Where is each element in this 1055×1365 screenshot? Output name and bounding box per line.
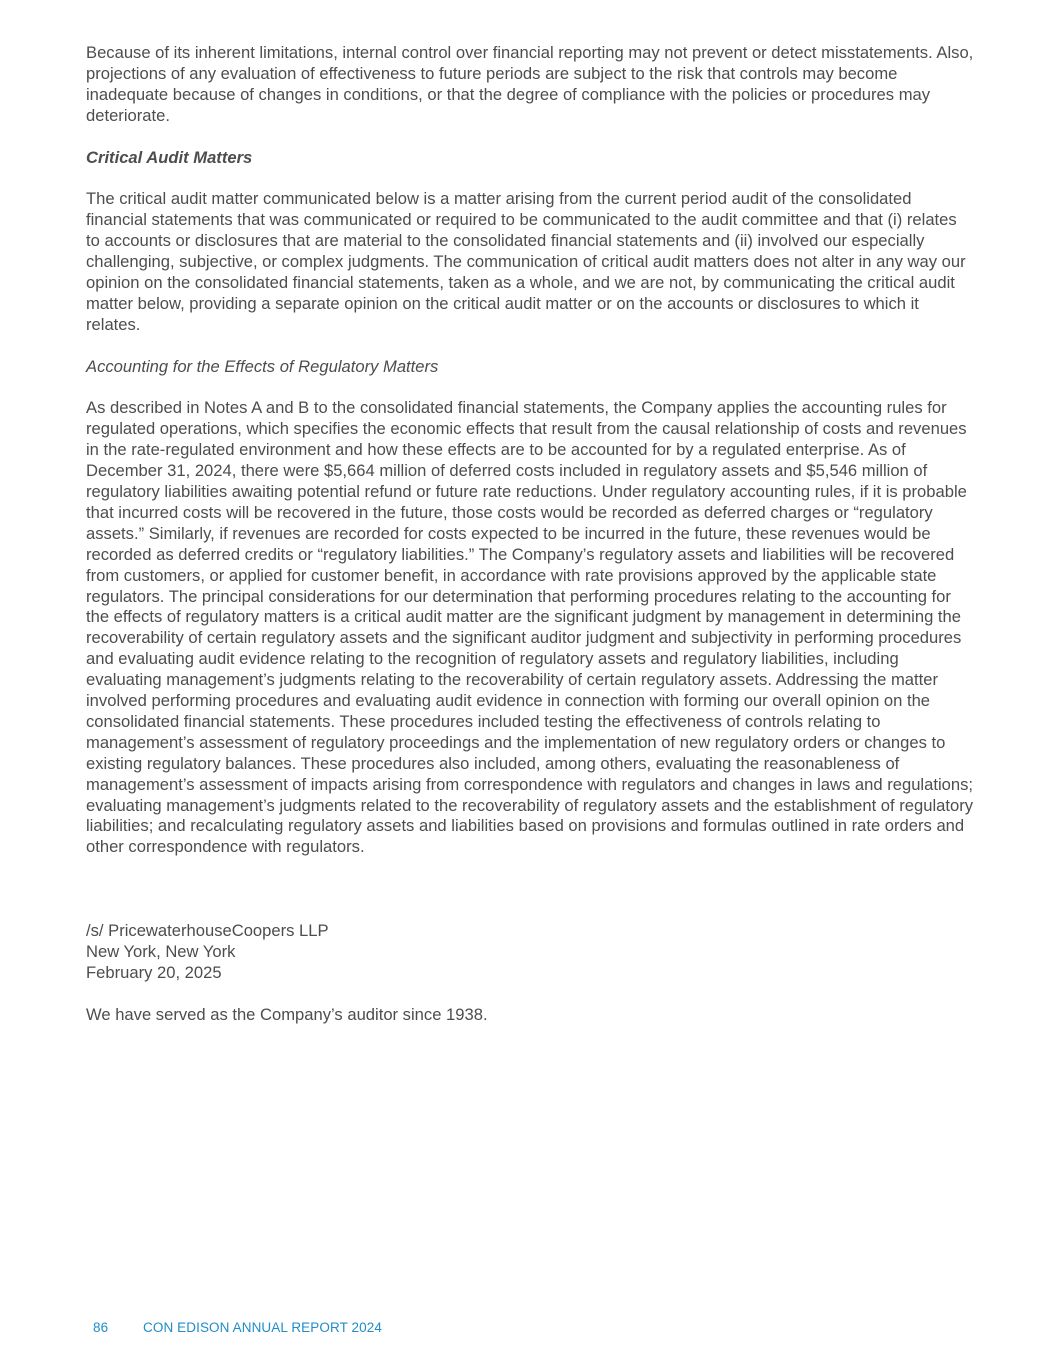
regulatory-matters-paragraph: As described in Notes A and B to the consolidated financial statements, the Company applies the accounting rules for regulated operations, which specifies the economic effects that result from the causal relationship of costs and revenues in the rate-regulated environment and how these effects are to be accounted for by a regulated enterprise. As of December 31, 2024, there were $5,664 million of deferred costs included in regulatory assets and $5,546 million of regulatory liabilities awaiting potential refund or future rate reductions. Under regulatory accounting rules, if it is probable that incurred costs will be recovered in the future, those costs would be recorded as deferred charges or “regulatory assets.” Similarly, if revenues are recorded for costs expected to be incurred in the future, these revenues would be recorded as deferred credits or “regulatory liabilities.” The Company’s regulatory assets and liabilities will be recovered from customers, or applied for customer benefit, in accordance with rate provisions approved by the applicable state regulators. The principal considerations for our determination that performing procedures relating to the accounting for the effects of regulatory matters is a critical audit matter are the significant judgment by management in determining the recoverability of certain regulatory assets and the significant auditor judgment and subjectivity in performing procedures and evaluating audit evidence relating to the recognition of regulatory assets and regulatory liabilities, including evaluating management’s judgments relating to the recoverability of certain regulatory assets. Addressing the matter involved performing procedures and evaluating audit evidence in connection with forming our overall opinion on the consolidated financial statements. These procedures included testing the effectiveness of controls relating to management’s assessment of regulatory proceedings and the implementation of new regulatory orders or changes to existing regulatory balances. These procedures also included, among others, evaluating the reasonableness of management’s assessment of impacts arising from correspondence with regulators and changes in laws and regulations; evaluating management’s judgments related to the recoverability of regulatory assets and the establishment of regulatory liabilities; and recalculating regulatory assets and liabilities based on provisions and formulas outlined in rate orders and other correspondence with regulators. [86,398,974,857]
limitations-paragraph: Because of its inherent limitations, internal control over financial reporting may not prevent or detect misstatements. Also, projections of any evaluation of effectiveness to future periods are subject to the risk that controls may become inadequate because of changes in conditions, or that the degree of compliance with the policies or procedures may deteriorate. [86,43,974,125]
page-footer [93,1320,382,1335]
report-title: CON EDISON ANNUAL REPORT 2024 [143,1320,382,1335]
regulatory-matters-heading: Accounting for the Effects of Regulatory Matters [86,356,439,376]
critical-audit-matters-heading: Critical Audit Matters [86,147,253,167]
critical-audit-matters-intro: The critical audit matter communicated below is a matter arising from the current period audit of the consolidated financial statements that was communicated or required to be communicated to the audit committee and that (i) relates to accounts or disclosures that are material to the consolidated financial statements and (ii) involved our especially challenging, subjective, or complex judgments. The communication of critical audit matters does not alter in any way our opinion on the consolidated financial statements, taken as a whole, and we are not, by communicating the critical audit matter below, providing a separate opinion on the critical audit matter or on the accounts or disclosures to which it relates. [86,189,966,334]
signature-block [86,921,974,984]
auditor-tenure-statement: We have served as the Company’s auditor since 1938. [86,1004,488,1024]
page-number: 86 [93,1320,109,1335]
report-body [86,43,974,1046]
signature-location: New York, New York [86,941,236,961]
signature-date: February 20, 2025 [86,962,222,982]
signature-firm: /s/ PricewaterhouseCoopers LLP [86,920,329,940]
